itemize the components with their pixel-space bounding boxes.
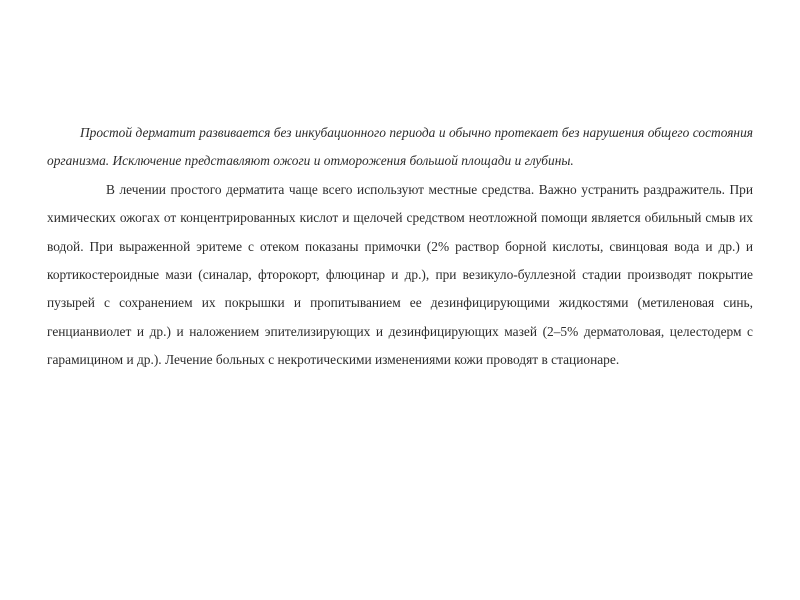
document-page xyxy=(47,119,753,375)
paragraph-simple-dermatitis-course: Простой дерматит развивается без инкубационного периода и обычно протекает без нарушения общего состояния организма. Исключение представляют ожоги и отморожения большой площади и глубины. xyxy=(47,125,753,169)
paragraph-simple-dermatitis-treatment: В лечении простого дерматита чаще всего используют местные средства. Важно устранить раздражитель. При химических ожогах от концентрированных кислот и щелочей средством неотложной помощи является обильный смыв их водой. При выраженной эритеме с отеком показаны примочки (2% раствор борной кислоты, свинцовая вода и др.) и кортикостероидные мази (синалар, фторокорт, флюцинар и др.), при везикуло-буллезной стадии производят покрытие пузырей с сохранением их покрышки и пропитыванием ее дезинфицирующими жидкостями (метиленовая синь, генцианвиолет и др.) и наложением эпителизирующих и дезинфицирующих мазей (2–5% дерматоловая, целестодерм с гарамицином и др.). Лечение больных с некротическими изменениями кожи проводят в стационаре. xyxy=(47,181,753,368)
